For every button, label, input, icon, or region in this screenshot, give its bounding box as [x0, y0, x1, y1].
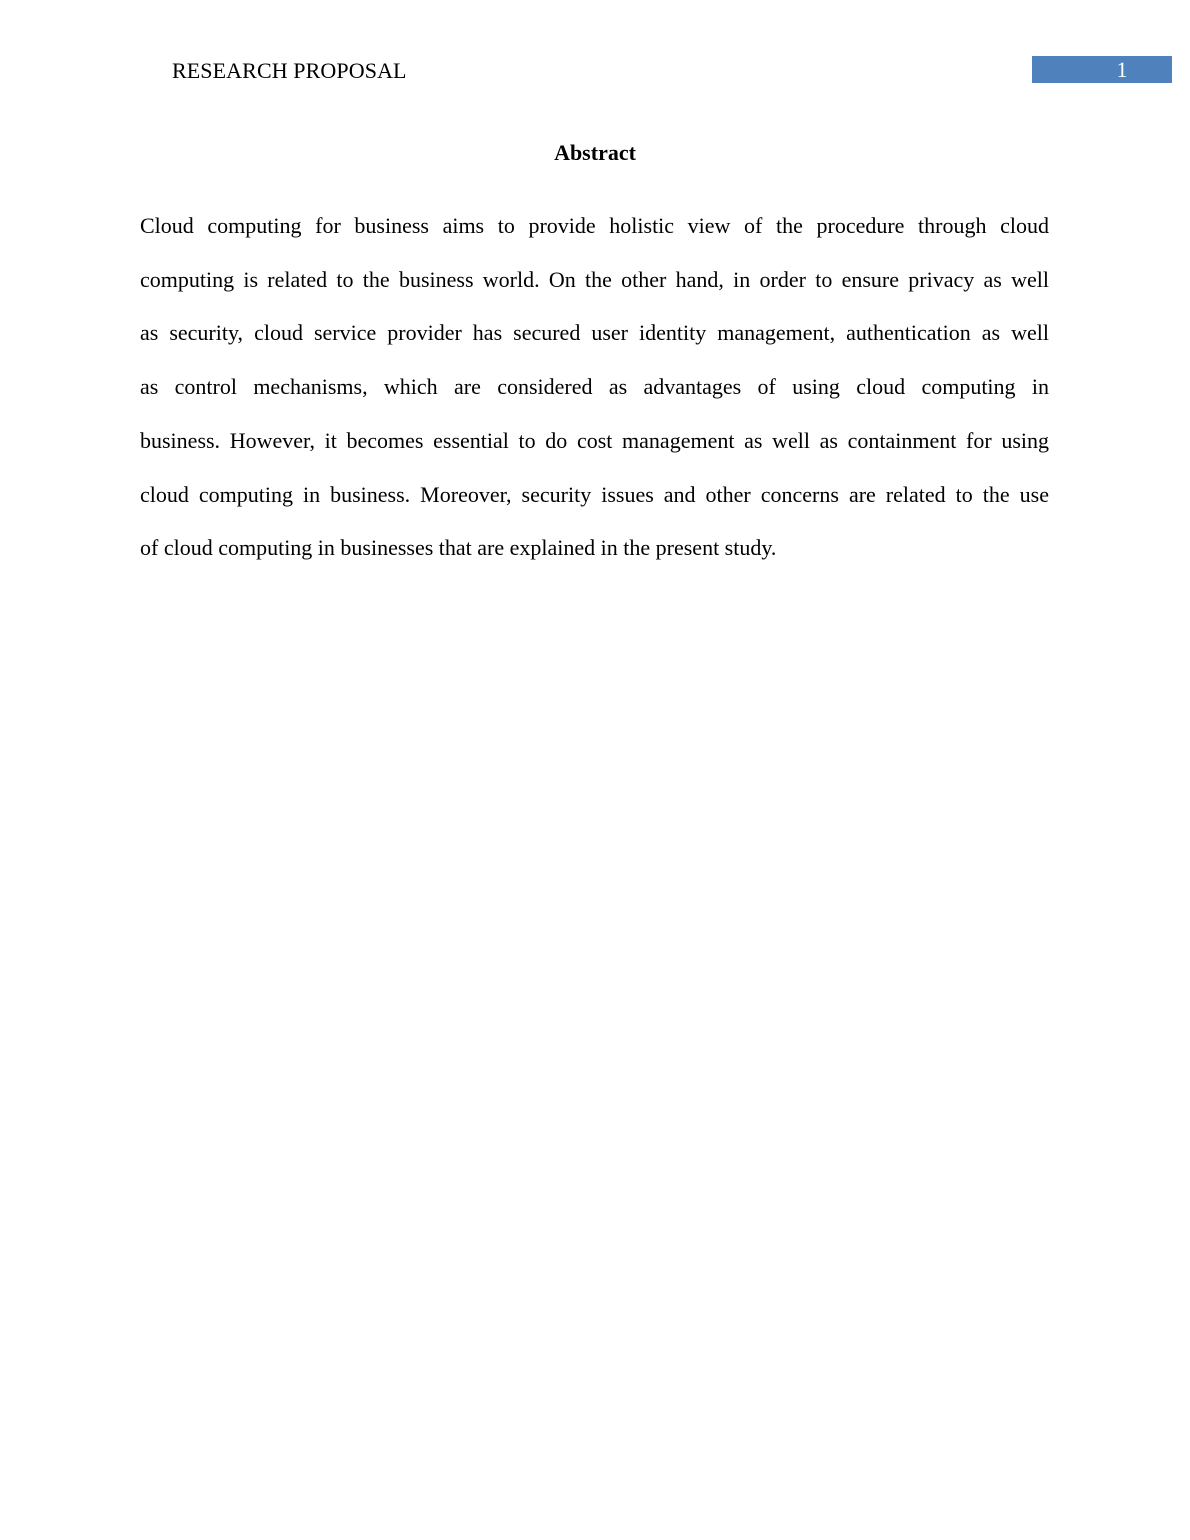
- abstract-line: computing is related to the business world. On the other hand, in order to ensure privacy as well: [140, 266, 1049, 292]
- abstract-paragraph: [140, 199, 1049, 575]
- abstract-line: of cloud computing in businesses that are explained in the present study.: [140, 535, 777, 561]
- abstract-line: Cloud computing for business aims to provide holistic view of the procedure through cloud: [140, 213, 1049, 238]
- abstract-heading: Abstract: [554, 140, 636, 165]
- page-number: 1: [1116, 57, 1128, 82]
- page-number-box: [1032, 56, 1172, 83]
- abstract-line: as control mechanisms, which are considered as advantages of using cloud computing in: [140, 374, 1049, 400]
- abstract-line: as security, cloud service provider has secured user identity management, authentication as well: [140, 320, 1049, 346]
- abstract-line: business. However, it becomes essential to do cost management as well as containment for using: [140, 427, 1049, 453]
- abstract-line: cloud computing in business. Moreover, security issues and other concerns are related to the use: [140, 481, 1049, 507]
- running-head-title: RESEARCH PROPOSAL: [172, 58, 407, 83]
